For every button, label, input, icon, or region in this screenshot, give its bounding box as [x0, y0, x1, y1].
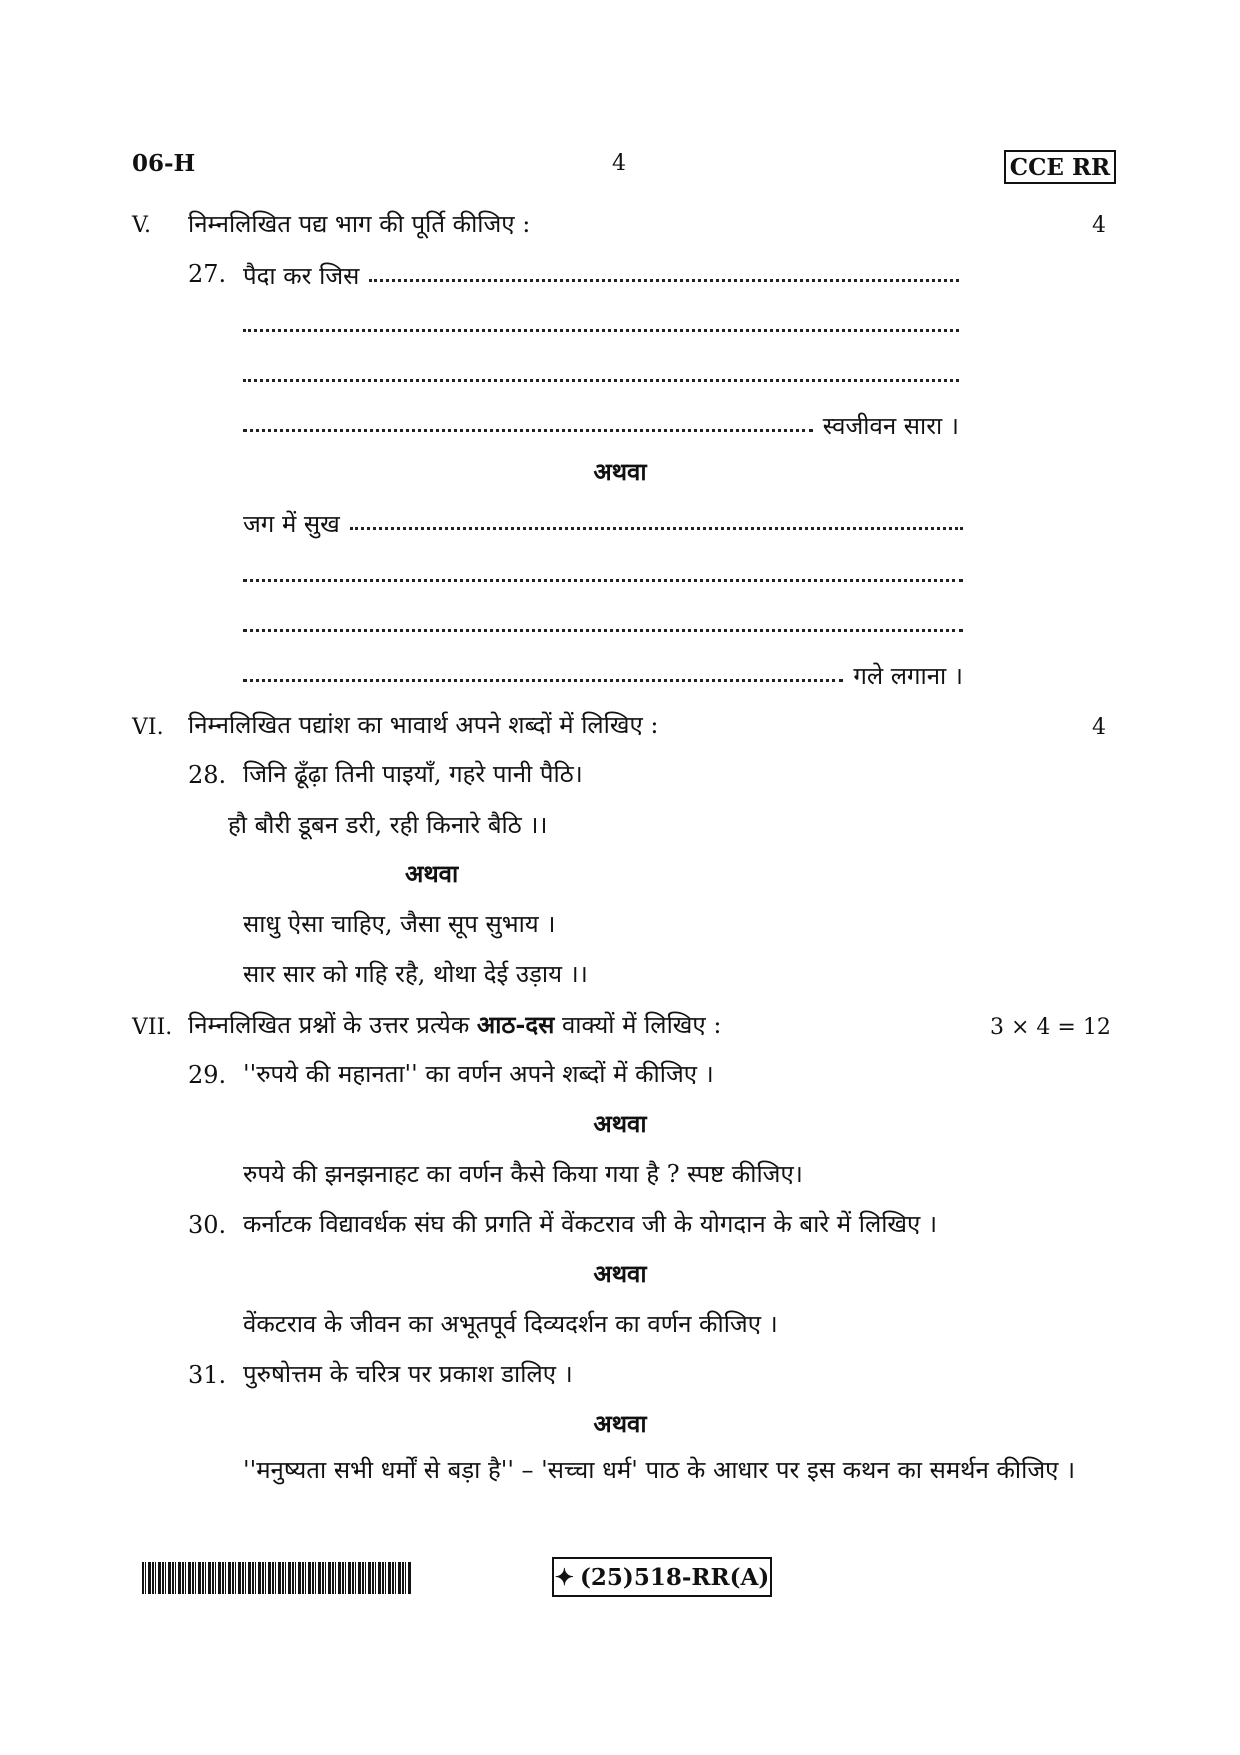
paper-code: 06-H [132, 150, 196, 177]
barcode [142, 1562, 412, 1594]
page-number: 4 [612, 151, 626, 176]
alt-line-4 [243, 662, 963, 688]
q30-alt-text: वेंकटराव के जीवन का अभूतपूर्व दिव्यदर्शन का वर्णन कीजिए । [243, 1310, 778, 1338]
instruction-post: वाक्यों में लिखिए : [554, 1011, 722, 1039]
q29-text: ''रुपये की महानता'' का वर्णन अपने शब्दों में कीजिए । [243, 1060, 714, 1088]
q27-line-2 [243, 312, 959, 338]
alt-line-3 [243, 612, 963, 638]
alt-line-2 [243, 562, 963, 588]
series-box [1004, 150, 1116, 184]
instruction-pre: निम्नलिखित प्रश्नों के उत्तर प्रत्येक [188, 1011, 477, 1039]
footer-code: (25)518-RR(A) [580, 1563, 770, 1591]
section-vii-instruction [188, 1010, 722, 1039]
q27-line-4 [243, 412, 959, 438]
q31-number: 31. [188, 1361, 227, 1389]
section-vii-marks: 3 × 4 = 12 [990, 1015, 1111, 1040]
q31-alt-text: ''मनुष्यता सभी धर्मों से बड़ा है'' – 'सच्चा धर्म' पाठ के आधार पर इस कथन का समर्थन कीजिए । [243, 1456, 1076, 1484]
q29-number: 29. [188, 1061, 227, 1089]
section-vi-number: VI. [132, 715, 164, 740]
series-label: CCE RR [1009, 153, 1111, 181]
q28-alt-line-1: साधु ऐसा चाहिए, जैसा सूप सुभाय । [243, 910, 556, 938]
q27-start: पैदा कर जिस [243, 262, 360, 290]
q27-end: स्वजीवन सारा । [822, 412, 959, 440]
q28-line-2: हौ बौरी डूबन डरी, रही किनारे बैठि ।। [228, 811, 548, 839]
footer-code-box [552, 1557, 772, 1597]
q28-number: 28. [188, 761, 227, 789]
or-label: अथवा [405, 859, 459, 888]
q28-line-1: जिनि ढूँढ़ा तिनी पाइयाँ, गहरे पानी पैठि। [243, 760, 583, 788]
q27-number: 27. [188, 260, 227, 288]
section-v-number: V. [132, 213, 152, 238]
or-label: अथवा [593, 457, 647, 486]
alt-line-1 [243, 510, 963, 536]
instruction-emphasis: आठ-दस [476, 1010, 555, 1039]
section-vi-marks: 4 [1092, 715, 1106, 740]
section-vii-number: VII. [132, 1015, 173, 1040]
q27-line-1 [243, 262, 959, 288]
q31-text: पुरुषोत्तम के चरित्र पर प्रकाश डालिए । [243, 1360, 573, 1388]
q30-text: कर्नाटक विद्यावर्धक संघ की प्रगति में वेंकटराव जी के योगदान के बारे में लिखिए । [243, 1210, 938, 1238]
q29-alt-text: रुपये की झनझनाहट का वर्णन कैसे किया गया है ? स्पष्ट कीजिए। [243, 1160, 803, 1188]
or-label: अथवा [593, 1109, 647, 1138]
alt-end: गले लगाना । [853, 662, 963, 690]
q27-line-3 [243, 362, 959, 388]
section-v-marks: 4 [1092, 213, 1106, 238]
or-label: अथवा [593, 1409, 647, 1438]
section-v-instruction: निम्नलिखित पद्य भाग की पूर्ति कीजिए : [188, 210, 531, 238]
q30-number: 30. [188, 1211, 227, 1239]
q28-alt-line-2: सार सार को गहि रहै, थोथा देई उड़ाय ।। [243, 960, 588, 988]
or-label: अथवा [593, 1259, 647, 1288]
section-vi-instruction: निम्नलिखित पद्यांश का भावार्थ अपने शब्दों में लिखिए : [188, 711, 659, 739]
star-icon: ✦ [554, 1563, 575, 1591]
alt-start: जग में सुख [243, 510, 340, 538]
